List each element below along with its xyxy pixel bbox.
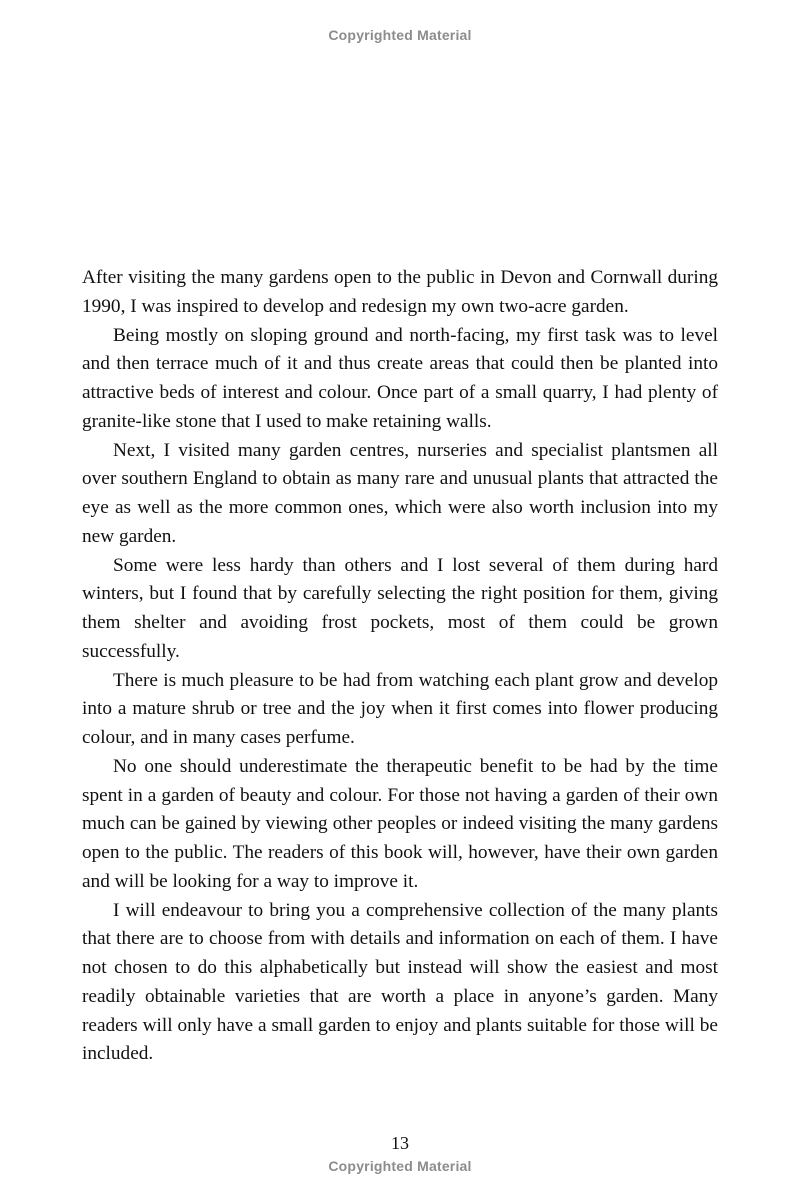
body-text xyxy=(82,264,718,1069)
paragraph: After visiting the many gardens open to the public in Devon and Cornwall during 1990, I was inspired to develop and redesign my own two-acre garden. xyxy=(82,267,718,317)
paragraph: Next, I visited many garden centres, nurseries and specialist plantsmen all over southern England to obtain as many rare and unusual plants that attracted the eye as well as the more common ones, which were also worth inclusion into my new garden. xyxy=(82,439,718,547)
copyright-watermark-bottom: Copyrighted Material xyxy=(328,1158,472,1174)
paragraph: No one should underestimate the therapeutic benefit to be had by the time spent in a garden of beauty and colour. For those not having a garden of their own much can be gained by viewing other peoples or indeed visiting the many gardens open to the public. The readers of this book will, however, have their own garden and will be looking for a way to improve it. xyxy=(82,755,718,892)
page-number: 13 xyxy=(391,1133,409,1153)
copyright-watermark-top: Copyrighted Material xyxy=(328,27,472,43)
paragraph: I will endeavour to bring you a comprehensive collection of the many plants that there are to choose from with details and information on each of them. I have not chosen to do this alphabetically but instead will show the easiest and most readily obtainable varieties that are worth a place in anyone’s garden. Many readers will only have a small garden to enjoy and plants suitable for those will be included. xyxy=(82,899,718,1065)
paragraph: Being mostly on sloping ground and north-facing, my first task was to level and then terrace much of it and thus create areas that could then be planted into attractive beds of interest and colour. Once part of a small quarry, I had plenty of granite-like stone that I used to make retaining walls. xyxy=(82,324,718,432)
paragraph: Some were less hardy than others and I lost several of them during hard winters, but I found that by carefully selecting the right position for them, giving them shelter and avoiding frost pockets, most of them could be grown successfully. xyxy=(82,554,718,662)
paragraph: There is much pleasure to be had from watching each plant grow and develop into a mature shrub or tree and the joy when it first comes into flower producing colour, and in many cases perfume. xyxy=(82,669,718,748)
